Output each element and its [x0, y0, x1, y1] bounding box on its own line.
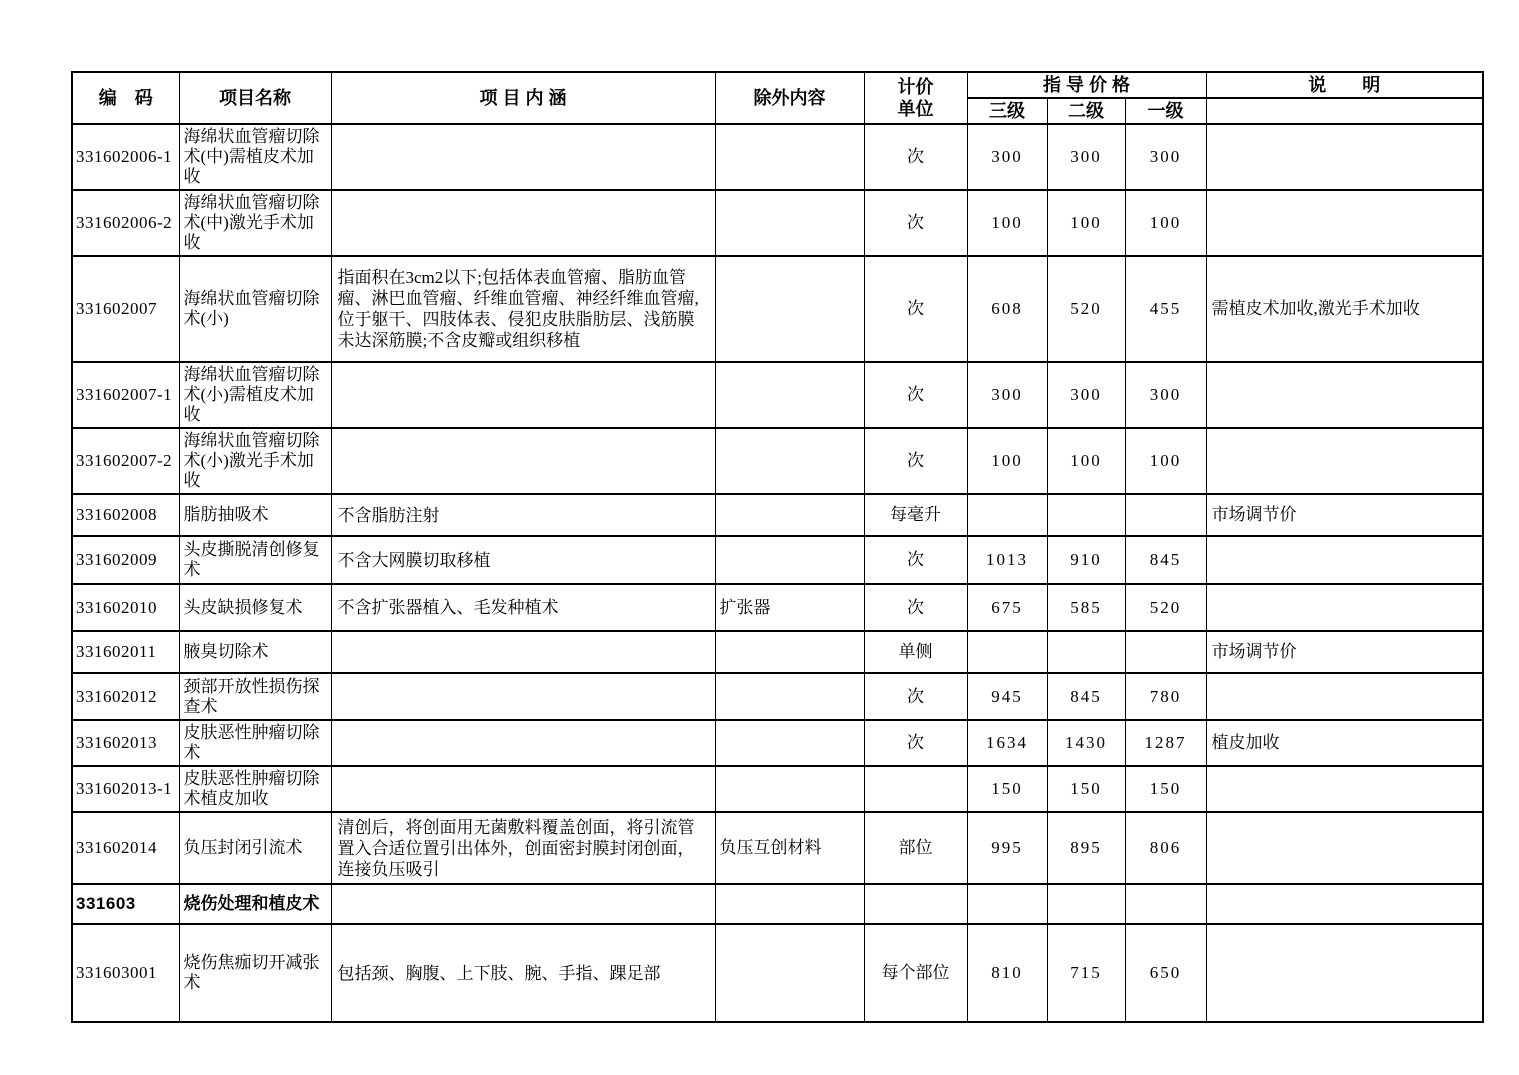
cell-price-tier1: 300	[1125, 124, 1206, 190]
cell-code: 331602010	[72, 584, 179, 631]
cell-name: 皮肤恶性肿瘤切除术植皮加收	[179, 766, 331, 812]
col-header-unit	[864, 72, 967, 124]
col-header-code: 编 码	[72, 72, 179, 124]
cell-excluded	[715, 884, 864, 924]
col-header-tier2: 二级	[1047, 98, 1125, 124]
cell-price-tier3: 810	[967, 924, 1047, 1022]
cell-name: 腋臭切除术	[179, 631, 331, 673]
col-header-unit-line1: 计价	[897, 77, 934, 97]
table-row	[72, 812, 1483, 884]
cell-code: 331602007	[72, 256, 179, 362]
cell-price-tier1: 150	[1125, 766, 1206, 812]
cell-excluded	[715, 924, 864, 1022]
cell-code: 331602013-1	[72, 766, 179, 812]
header-row-1	[72, 72, 1483, 98]
cell-name: 海绵状血管瘤切除术(小)需植皮术加收	[179, 362, 331, 428]
cell-price-tier3: 300	[967, 362, 1047, 428]
cell-code: 331602008	[72, 494, 179, 536]
cell-price-tier2	[1047, 494, 1125, 536]
table-row	[72, 536, 1483, 584]
cell-price-tier3: 945	[967, 673, 1047, 720]
cell-note: 市场调节价	[1206, 494, 1483, 536]
cell-price-tier2: 585	[1047, 584, 1125, 631]
cell-excluded	[715, 720, 864, 766]
cell-price-tier3: 1634	[967, 720, 1047, 766]
cell-price-tier3	[967, 631, 1047, 673]
cell-name: 烧伤处理和植皮术	[179, 884, 331, 924]
cell-price-tier2: 300	[1047, 124, 1125, 190]
table-row	[72, 766, 1483, 812]
cell-price-tier1	[1125, 494, 1206, 536]
cell-unit: 单侧	[864, 631, 967, 673]
col-header-tier1: 一级	[1125, 98, 1206, 124]
cell-price-tier3: 1013	[967, 536, 1047, 584]
cell-code: 331602006-2	[72, 190, 179, 256]
table-row	[72, 256, 1483, 362]
col-header-unit-line2: 单位	[897, 99, 934, 119]
cell-price-tier1: 455	[1125, 256, 1206, 362]
cell-content	[331, 124, 715, 190]
cell-content: 指面积在3cm2以下;包括体表血管瘤、脂肪血管瘤、淋巴血管瘤、纤维血管瘤、神经纤维血管瘤,位于躯干、四肢体表、侵犯皮肤脂肪层、浅筋膜未达深筋膜;不含皮瓣或组织移植	[331, 256, 715, 362]
cell-note	[1206, 673, 1483, 720]
table-row	[72, 584, 1483, 631]
cell-unit: 部位	[864, 812, 967, 884]
cell-note	[1206, 124, 1483, 190]
cell-name: 海绵状血管瘤切除术(中)激光手术加收	[179, 190, 331, 256]
cell-code: 331602007-2	[72, 428, 179, 494]
table-row	[72, 124, 1483, 190]
cell-price-tier2	[1047, 884, 1125, 924]
cell-content: 清创后，将创面用无菌敷料覆盖创面，将引流管置入合适位置引出体外，创面密封膜封闭创面，连接负压吸引	[331, 812, 715, 884]
cell-excluded	[715, 494, 864, 536]
cell-price-tier3: 608	[967, 256, 1047, 362]
cell-content	[331, 720, 715, 766]
cell-name: 皮肤恶性肿瘤切除术	[179, 720, 331, 766]
cell-price-tier1: 780	[1125, 673, 1206, 720]
cell-content	[331, 884, 715, 924]
cell-note	[1206, 766, 1483, 812]
cell-price-tier1: 300	[1125, 362, 1206, 428]
cell-price-tier3	[967, 494, 1047, 536]
cell-excluded	[715, 124, 864, 190]
cell-price-tier1	[1125, 884, 1206, 924]
cell-price-tier2: 300	[1047, 362, 1125, 428]
cell-price-tier2: 895	[1047, 812, 1125, 884]
cell-name: 头皮缺损修复术	[179, 584, 331, 631]
cell-unit: 每毫升	[864, 494, 967, 536]
cell-excluded	[715, 631, 864, 673]
cell-unit: 次	[864, 584, 967, 631]
cell-unit: 次	[864, 428, 967, 494]
cell-note: 需植皮术加收,激光手术加收	[1206, 256, 1483, 362]
cell-price-tier3: 675	[967, 584, 1047, 631]
cell-excluded	[715, 536, 864, 584]
cell-price-tier1: 520	[1125, 584, 1206, 631]
cell-code: 331602006-1	[72, 124, 179, 190]
table-header	[72, 72, 1483, 124]
medical-price-table	[71, 71, 1484, 1023]
cell-name: 海绵状血管瘤切除术(中)需植皮术加收	[179, 124, 331, 190]
cell-excluded: 扩张器	[715, 584, 864, 631]
cell-price-tier2: 100	[1047, 428, 1125, 494]
cell-unit: 次	[864, 256, 967, 362]
cell-unit	[864, 766, 967, 812]
cell-content	[331, 766, 715, 812]
cell-price-tier1: 806	[1125, 812, 1206, 884]
cell-code: 331602011	[72, 631, 179, 673]
cell-content	[331, 428, 715, 494]
cell-content	[331, 190, 715, 256]
cell-note	[1206, 428, 1483, 494]
cell-price-tier2: 150	[1047, 766, 1125, 812]
cell-excluded	[715, 766, 864, 812]
col-header-note-sub	[1206, 98, 1483, 124]
cell-price-tier2: 100	[1047, 190, 1125, 256]
cell-note	[1206, 190, 1483, 256]
col-header-excluded: 除外内容	[715, 72, 864, 124]
cell-content	[331, 673, 715, 720]
cell-excluded	[715, 362, 864, 428]
cell-unit	[864, 884, 967, 924]
cell-unit: 每个部位	[864, 924, 967, 1022]
cell-price-tier1	[1125, 631, 1206, 673]
cell-price-tier2: 715	[1047, 924, 1125, 1022]
cell-note	[1206, 884, 1483, 924]
cell-price-tier3: 150	[967, 766, 1047, 812]
cell-code: 331602012	[72, 673, 179, 720]
cell-price-tier2: 845	[1047, 673, 1125, 720]
cell-price-tier1: 100	[1125, 190, 1206, 256]
cell-excluded	[715, 256, 864, 362]
cell-note	[1206, 812, 1483, 884]
cell-unit: 次	[864, 362, 967, 428]
cell-code: 331602013	[72, 720, 179, 766]
cell-name: 负压封闭引流术	[179, 812, 331, 884]
cell-price-tier1: 845	[1125, 536, 1206, 584]
table-row	[72, 631, 1483, 673]
cell-price-tier2	[1047, 631, 1125, 673]
cell-unit: 次	[864, 536, 967, 584]
cell-price-tier1: 100	[1125, 428, 1206, 494]
col-header-name: 项目名称	[179, 72, 331, 124]
cell-excluded	[715, 190, 864, 256]
col-header-price-group: 指 导 价 格	[967, 72, 1206, 98]
cell-code: 331602007-1	[72, 362, 179, 428]
table-row	[72, 884, 1483, 924]
cell-name: 海绵状血管瘤切除术(小)	[179, 256, 331, 362]
cell-price-tier3: 300	[967, 124, 1047, 190]
cell-name: 海绵状血管瘤切除术(小)激光手术加收	[179, 428, 331, 494]
cell-unit: 次	[864, 124, 967, 190]
cell-name: 头皮撕脱清创修复术	[179, 536, 331, 584]
table-row	[72, 428, 1483, 494]
col-header-note: 说 明	[1206, 72, 1483, 98]
cell-note	[1206, 924, 1483, 1022]
cell-note	[1206, 362, 1483, 428]
table-row	[72, 362, 1483, 428]
cell-content	[331, 631, 715, 673]
cell-name: 脂肪抽吸术	[179, 494, 331, 536]
cell-unit: 次	[864, 673, 967, 720]
cell-price-tier2: 520	[1047, 256, 1125, 362]
cell-excluded	[715, 673, 864, 720]
cell-content: 不含脂肪注射	[331, 494, 715, 536]
cell-note: 植皮加收	[1206, 720, 1483, 766]
cell-price-tier2: 1430	[1047, 720, 1125, 766]
table-row	[72, 673, 1483, 720]
cell-content	[331, 362, 715, 428]
table-row	[72, 190, 1483, 256]
table-row	[72, 720, 1483, 766]
cell-content: 不含大网膜切取移植	[331, 536, 715, 584]
cell-note	[1206, 584, 1483, 631]
cell-code: 331602009	[72, 536, 179, 584]
cell-price-tier1: 650	[1125, 924, 1206, 1022]
cell-unit: 次	[864, 720, 967, 766]
table-row	[72, 494, 1483, 536]
cell-code: 331603	[72, 884, 179, 924]
cell-price-tier3: 100	[967, 428, 1047, 494]
cell-code: 331603001	[72, 924, 179, 1022]
col-header-content: 项 目 内 涵	[331, 72, 715, 124]
cell-price-tier3: 995	[967, 812, 1047, 884]
cell-excluded	[715, 428, 864, 494]
cell-note	[1206, 536, 1483, 584]
table-body	[72, 124, 1483, 1022]
cell-price-tier1: 1287	[1125, 720, 1206, 766]
cell-content: 包括颈、胸腹、上下肢、腕、手指、踝足部	[331, 924, 715, 1022]
cell-code: 331602014	[72, 812, 179, 884]
cell-price-tier3: 100	[967, 190, 1047, 256]
cell-content: 不含扩张器植入、毛发种植术	[331, 584, 715, 631]
cell-name: 颈部开放性损伤探查术	[179, 673, 331, 720]
cell-price-tier2: 910	[1047, 536, 1125, 584]
cell-price-tier3	[967, 884, 1047, 924]
cell-note: 市场调节价	[1206, 631, 1483, 673]
cell-name: 烧伤焦痂切开减张术	[179, 924, 331, 1022]
cell-unit: 次	[864, 190, 967, 256]
col-header-tier3: 三级	[967, 98, 1047, 124]
table-row	[72, 924, 1483, 1022]
cell-excluded: 负压互创材料	[715, 812, 864, 884]
